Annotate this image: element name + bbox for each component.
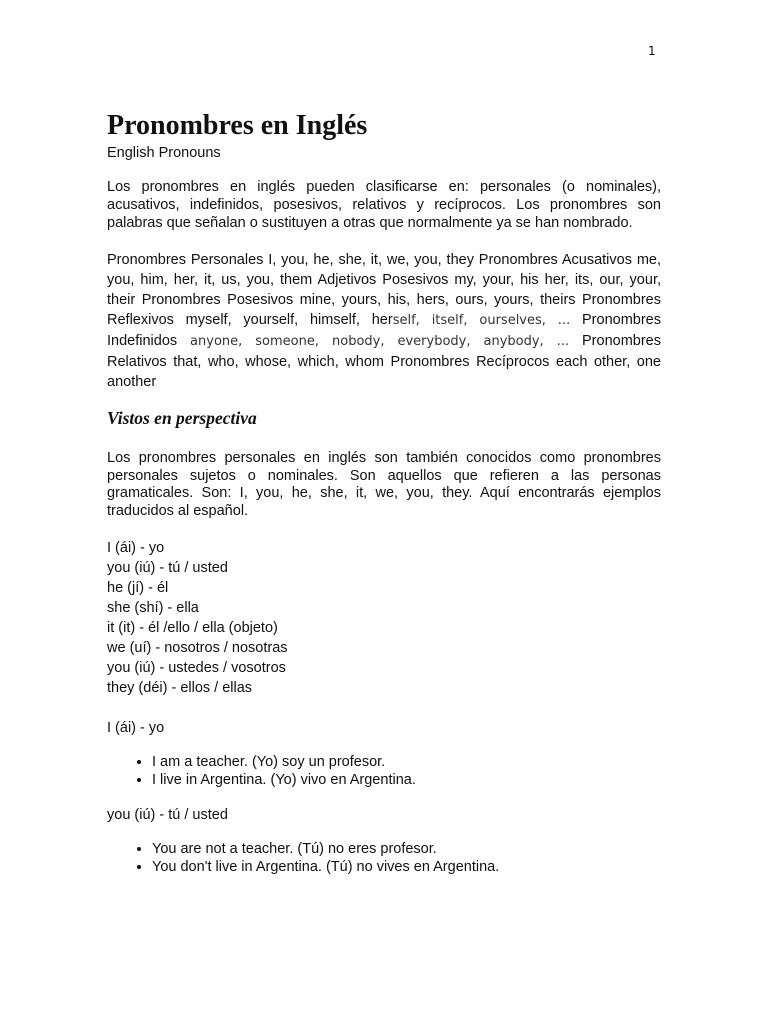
classification-text-1: Pronombres Personales I, you, he, she, it, we, you, they Pronombres Acusativos me, you, him, her, it, us, you, them Adjetivos Posesivos my, your, his her, its, our, your, their Pronombres Posesivos mine, yours, his, hers, ours, yours, theirs Pronombres Reflexivos myself, yourself, himself, her: [107, 252, 661, 328]
pronoun-list-item: I (ái) - yo: [107, 540, 165, 556]
classification-text-4: anyone, someone, nobody, everybody, anybody, ...: [190, 334, 570, 349]
pronoun-list-item: it (it) - él /ello / ella (objeto): [107, 620, 278, 636]
example-label: I (ái) - yo: [107, 720, 165, 736]
document-body: [107, 108, 661, 892]
classification-text-2: self, itself, ourselves, ...: [392, 313, 571, 328]
page-title: Pronombres en Inglés: [107, 110, 368, 141]
intro-paragraph: Los pronombres en inglés pueden clasificarse en: personales (o nominales), acusativos, indefinidos, posesivos, relativos y recíprocos. Los pronombres son palabras que señalan o sustituyen a otras que normalmente ya se han nombrado.: [107, 179, 661, 231]
example-item: • I am a teacher. (Yo) soy un profesor.: [152, 754, 661, 772]
example-label: you (iú) - tú / usted: [107, 807, 228, 823]
classification-text-3: Pronombres Indefinidos: [107, 312, 661, 349]
pronoun-list-item: we (uí) - nosotros / nosotras: [107, 640, 288, 656]
example-item: • I live in Argentina. (Yo) vivo en Argentina.: [152, 772, 661, 790]
section-intro-paragraph: Los pronombres personales en inglés son también conocidos como pronombres personales sujetos o nominales. Son aquellos que refieren a las personas gramaticales. Son: I, you, he, she, it, we, you, they. Aquí encontrarás ejemplos traducidos al español.: [107, 450, 661, 519]
pronoun-list-item: she (shí) - ella: [107, 600, 199, 616]
classification-paragraph: [107, 250, 661, 392]
pronoun-list-item: you (iú) - tú / usted: [107, 560, 228, 576]
example-item: • You don't live in Argentina. (Tú) no vives en Argentina.: [152, 859, 661, 877]
pronoun-list-item: he (jí) - él: [107, 580, 169, 596]
page-subtitle: English Pronouns: [107, 145, 221, 161]
example-list: [107, 841, 661, 876]
example-list: [107, 754, 661, 789]
pronoun-list-item: you (iú) - ustedes / vosotros: [107, 660, 286, 676]
pronoun-list: [107, 538, 661, 698]
page-number: 1: [648, 44, 656, 58]
example-item: • You are not a teacher. (Tú) no eres profesor.: [152, 841, 661, 859]
classification-text-5: Pronombres Relativos that, who, whose, which, whom Pronombres Recíprocos each other, one another: [107, 333, 661, 390]
pronoun-list-item: they (déi) - ellos / ellas: [107, 680, 253, 696]
section-heading: Vistos en perspectiva: [107, 408, 257, 428]
